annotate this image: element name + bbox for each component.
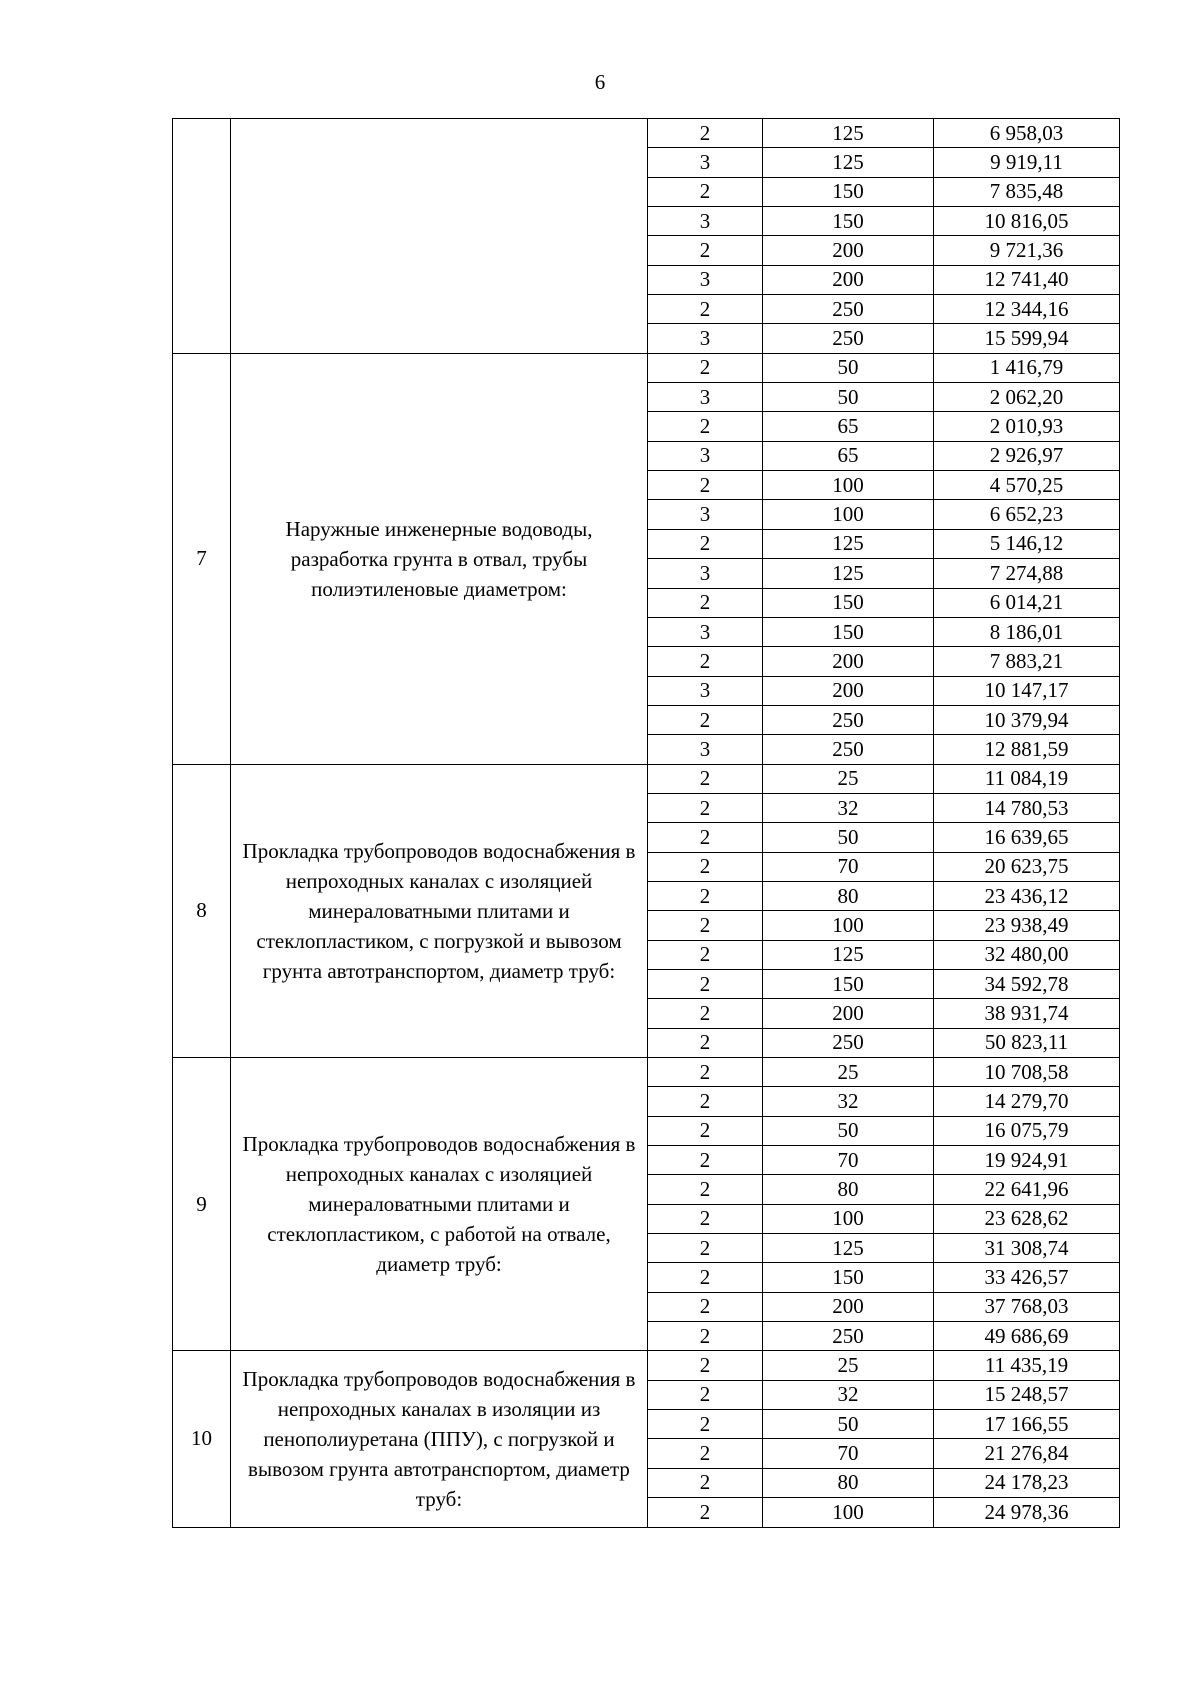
- pipe-count-cell: 2: [648, 1146, 763, 1175]
- pipe-count-cell: 2: [648, 1292, 763, 1321]
- pipe-diameter-cell: 32: [763, 1380, 934, 1409]
- pipe-count-cell: 2: [648, 1028, 763, 1057]
- pipe-count-cell: 3: [648, 148, 763, 177]
- price-cell: 14 780,53: [934, 793, 1120, 822]
- price-cell: 2 010,93: [934, 412, 1120, 441]
- work-description-cell: Прокладка трубопроводов водоснабжения в непроходных каналах с изоляцией минераловатными плитами и стеклопластиком, с погрузкой и вывозом грунта автотранспортом, диаметр труб:: [231, 764, 648, 1057]
- price-cell: 49 686,69: [934, 1322, 1120, 1351]
- pipe-diameter-cell: 25: [763, 764, 934, 793]
- price-cell: 14 279,70: [934, 1087, 1120, 1116]
- table-row: [173, 353, 1120, 382]
- pipe-count-cell: 2: [648, 1234, 763, 1263]
- pipe-diameter-cell: 200: [763, 265, 934, 294]
- price-cell: 20 623,75: [934, 852, 1120, 881]
- price-cell: 37 768,03: [934, 1292, 1120, 1321]
- price-cell: 4 570,25: [934, 471, 1120, 500]
- price-cell: 10 147,17: [934, 676, 1120, 705]
- pipe-diameter-cell: 50: [763, 1116, 934, 1145]
- pipe-diameter-cell: 200: [763, 647, 934, 676]
- price-cell: 10 379,94: [934, 705, 1120, 734]
- pipe-diameter-cell: 250: [763, 324, 934, 353]
- pipe-count-cell: 2: [648, 529, 763, 558]
- pipe-diameter-cell: 125: [763, 559, 934, 588]
- pipe-count-cell: 2: [648, 119, 763, 148]
- price-cell: 9 919,11: [934, 148, 1120, 177]
- price-cell: 38 931,74: [934, 999, 1120, 1028]
- pipe-count-cell: 2: [648, 1468, 763, 1497]
- work-description-cell: Наружные инженерные водоводы, разработка грунта в отвал, трубы полиэтиленовые диаметром:: [231, 353, 648, 764]
- pipe-diameter-cell: 100: [763, 1498, 934, 1527]
- pipe-count-cell: 3: [648, 676, 763, 705]
- pipe-count-cell: 2: [648, 353, 763, 382]
- price-cell: 9 721,36: [934, 236, 1120, 265]
- work-description-cell: [231, 119, 648, 354]
- pipe-diameter-cell: 25: [763, 1058, 934, 1087]
- pipe-diameter-cell: 70: [763, 1146, 934, 1175]
- pipe-diameter-cell: 150: [763, 207, 934, 236]
- price-cell: 8 186,01: [934, 617, 1120, 646]
- price-table-container: [172, 118, 1120, 1528]
- price-cell: 7 835,48: [934, 177, 1120, 206]
- pipe-count-cell: 2: [648, 1116, 763, 1145]
- pipe-count-cell: 2: [648, 1380, 763, 1409]
- pipe-count-cell: 2: [648, 1410, 763, 1439]
- pipe-count-cell: 2: [648, 911, 763, 940]
- price-cell: 33 426,57: [934, 1263, 1120, 1292]
- pipe-diameter-cell: 150: [763, 1263, 934, 1292]
- pipe-count-cell: 2: [648, 1498, 763, 1527]
- price-cell: 6 652,23: [934, 500, 1120, 529]
- pipe-diameter-cell: 250: [763, 735, 934, 764]
- pipe-diameter-cell: 100: [763, 911, 934, 940]
- pipe-diameter-cell: 50: [763, 383, 934, 412]
- pipe-diameter-cell: 250: [763, 1028, 934, 1057]
- price-cell: 12 344,16: [934, 295, 1120, 324]
- pipe-diameter-cell: 50: [763, 1410, 934, 1439]
- pipe-count-cell: 3: [648, 324, 763, 353]
- pipe-count-cell: 3: [648, 500, 763, 529]
- work-description-cell: Прокладка трубопроводов водоснабжения в непроходных каналах в изоляции из пенополиуретана (ППУ), с погрузкой и вывозом грунта автотранспортом, диаметр труб:: [231, 1351, 648, 1527]
- table-row: [173, 1351, 1120, 1380]
- pipe-count-cell: 2: [648, 647, 763, 676]
- pipe-count-cell: 2: [648, 177, 763, 206]
- pipe-diameter-cell: 50: [763, 823, 934, 852]
- pipe-count-cell: 3: [648, 265, 763, 294]
- pipe-count-cell: 3: [648, 441, 763, 470]
- price-table: [172, 118, 1120, 1528]
- pipe-count-cell: 2: [648, 940, 763, 969]
- item-number-cell: 7: [173, 353, 231, 764]
- pipe-diameter-cell: 80: [763, 1468, 934, 1497]
- pipe-diameter-cell: 250: [763, 1322, 934, 1351]
- price-table-body: [173, 119, 1120, 1528]
- price-cell: 22 641,96: [934, 1175, 1120, 1204]
- price-cell: 11 084,19: [934, 764, 1120, 793]
- pipe-count-cell: 2: [648, 1087, 763, 1116]
- pipe-diameter-cell: 125: [763, 119, 934, 148]
- pipe-diameter-cell: 125: [763, 148, 934, 177]
- pipe-diameter-cell: 150: [763, 177, 934, 206]
- pipe-diameter-cell: 125: [763, 940, 934, 969]
- pipe-count-cell: 2: [648, 1322, 763, 1351]
- pipe-diameter-cell: 150: [763, 588, 934, 617]
- pipe-diameter-cell: 32: [763, 793, 934, 822]
- pipe-diameter-cell: 200: [763, 236, 934, 265]
- pipe-count-cell: 2: [648, 471, 763, 500]
- price-cell: 10 816,05: [934, 207, 1120, 236]
- item-number-cell: 9: [173, 1058, 231, 1351]
- item-number-cell: [173, 119, 231, 354]
- work-description-cell: Прокладка трубопроводов водоснабжения в непроходных каналах с изоляцией минераловатными плитами и стеклопластиком, с работой на отвале, диаметр труб:: [231, 1058, 648, 1351]
- pipe-diameter-cell: 125: [763, 529, 934, 558]
- pipe-diameter-cell: 200: [763, 999, 934, 1028]
- pipe-diameter-cell: 70: [763, 1439, 934, 1468]
- price-cell: 7 883,21: [934, 647, 1120, 676]
- pipe-count-cell: 3: [648, 383, 763, 412]
- item-number-cell: 10: [173, 1351, 231, 1527]
- pipe-diameter-cell: 200: [763, 676, 934, 705]
- pipe-count-cell: 3: [648, 735, 763, 764]
- table-row: [173, 1058, 1120, 1087]
- pipe-count-cell: 2: [648, 999, 763, 1028]
- price-cell: 11 435,19: [934, 1351, 1120, 1380]
- pipe-diameter-cell: 125: [763, 1234, 934, 1263]
- price-cell: 10 708,58: [934, 1058, 1120, 1087]
- price-cell: 34 592,78: [934, 969, 1120, 998]
- item-number-cell: 8: [173, 764, 231, 1057]
- price-cell: 17 166,55: [934, 1410, 1120, 1439]
- price-cell: 12 741,40: [934, 265, 1120, 294]
- pipe-diameter-cell: 50: [763, 353, 934, 382]
- price-cell: 16 639,65: [934, 823, 1120, 852]
- price-cell: 12 881,59: [934, 735, 1120, 764]
- pipe-count-cell: 2: [648, 1439, 763, 1468]
- pipe-diameter-cell: 80: [763, 1175, 934, 1204]
- pipe-count-cell: 2: [648, 969, 763, 998]
- pipe-count-cell: 2: [648, 588, 763, 617]
- price-cell: 15 248,57: [934, 1380, 1120, 1409]
- price-cell: 21 276,84: [934, 1439, 1120, 1468]
- pipe-diameter-cell: 65: [763, 441, 934, 470]
- pipe-diameter-cell: 65: [763, 412, 934, 441]
- price-cell: 7 274,88: [934, 559, 1120, 588]
- pipe-diameter-cell: 80: [763, 881, 934, 910]
- price-cell: 1 416,79: [934, 353, 1120, 382]
- pipe-count-cell: 2: [648, 852, 763, 881]
- price-cell: 50 823,11: [934, 1028, 1120, 1057]
- pipe-count-cell: 3: [648, 207, 763, 236]
- pipe-diameter-cell: 100: [763, 500, 934, 529]
- price-cell: 32 480,00: [934, 940, 1120, 969]
- pipe-count-cell: 2: [648, 1204, 763, 1233]
- price-cell: 24 178,23: [934, 1468, 1120, 1497]
- pipe-count-cell: 2: [648, 1058, 763, 1087]
- pipe-count-cell: 2: [648, 881, 763, 910]
- price-cell: 19 924,91: [934, 1146, 1120, 1175]
- page-number: 6: [594, 70, 606, 94]
- price-cell: 2 926,97: [934, 441, 1120, 470]
- price-cell: 23 436,12: [934, 881, 1120, 910]
- pipe-diameter-cell: 100: [763, 471, 934, 500]
- pipe-diameter-cell: 32: [763, 1087, 934, 1116]
- price-cell: 5 146,12: [934, 529, 1120, 558]
- pipe-count-cell: 2: [648, 1351, 763, 1380]
- pipe-count-cell: 2: [648, 823, 763, 852]
- price-cell: 16 075,79: [934, 1116, 1120, 1145]
- price-cell: 23 938,49: [934, 911, 1120, 940]
- price-cell: 2 062,20: [934, 383, 1120, 412]
- pipe-diameter-cell: 150: [763, 617, 934, 646]
- pipe-count-cell: 3: [648, 559, 763, 588]
- pipe-diameter-cell: 150: [763, 969, 934, 998]
- pipe-count-cell: 2: [648, 1175, 763, 1204]
- table-row: [173, 119, 1120, 148]
- pipe-count-cell: 2: [648, 412, 763, 441]
- pipe-count-cell: 2: [648, 793, 763, 822]
- pipe-count-cell: 2: [648, 764, 763, 793]
- pipe-count-cell: 2: [648, 236, 763, 265]
- pipe-diameter-cell: 200: [763, 1292, 934, 1321]
- price-cell: 15 599,94: [934, 324, 1120, 353]
- pipe-diameter-cell: 250: [763, 295, 934, 324]
- table-row: [173, 764, 1120, 793]
- price-cell: 6 958,03: [934, 119, 1120, 148]
- price-cell: 23 628,62: [934, 1204, 1120, 1233]
- price-cell: 24 978,36: [934, 1498, 1120, 1527]
- pipe-count-cell: 3: [648, 617, 763, 646]
- pipe-diameter-cell: 70: [763, 852, 934, 881]
- pipe-diameter-cell: 25: [763, 1351, 934, 1380]
- pipe-count-cell: 2: [648, 705, 763, 734]
- pipe-diameter-cell: 250: [763, 705, 934, 734]
- pipe-count-cell: 2: [648, 1263, 763, 1292]
- pipe-diameter-cell: 100: [763, 1204, 934, 1233]
- price-cell: 31 308,74: [934, 1234, 1120, 1263]
- price-cell: 6 014,21: [934, 588, 1120, 617]
- pipe-count-cell: 2: [648, 295, 763, 324]
